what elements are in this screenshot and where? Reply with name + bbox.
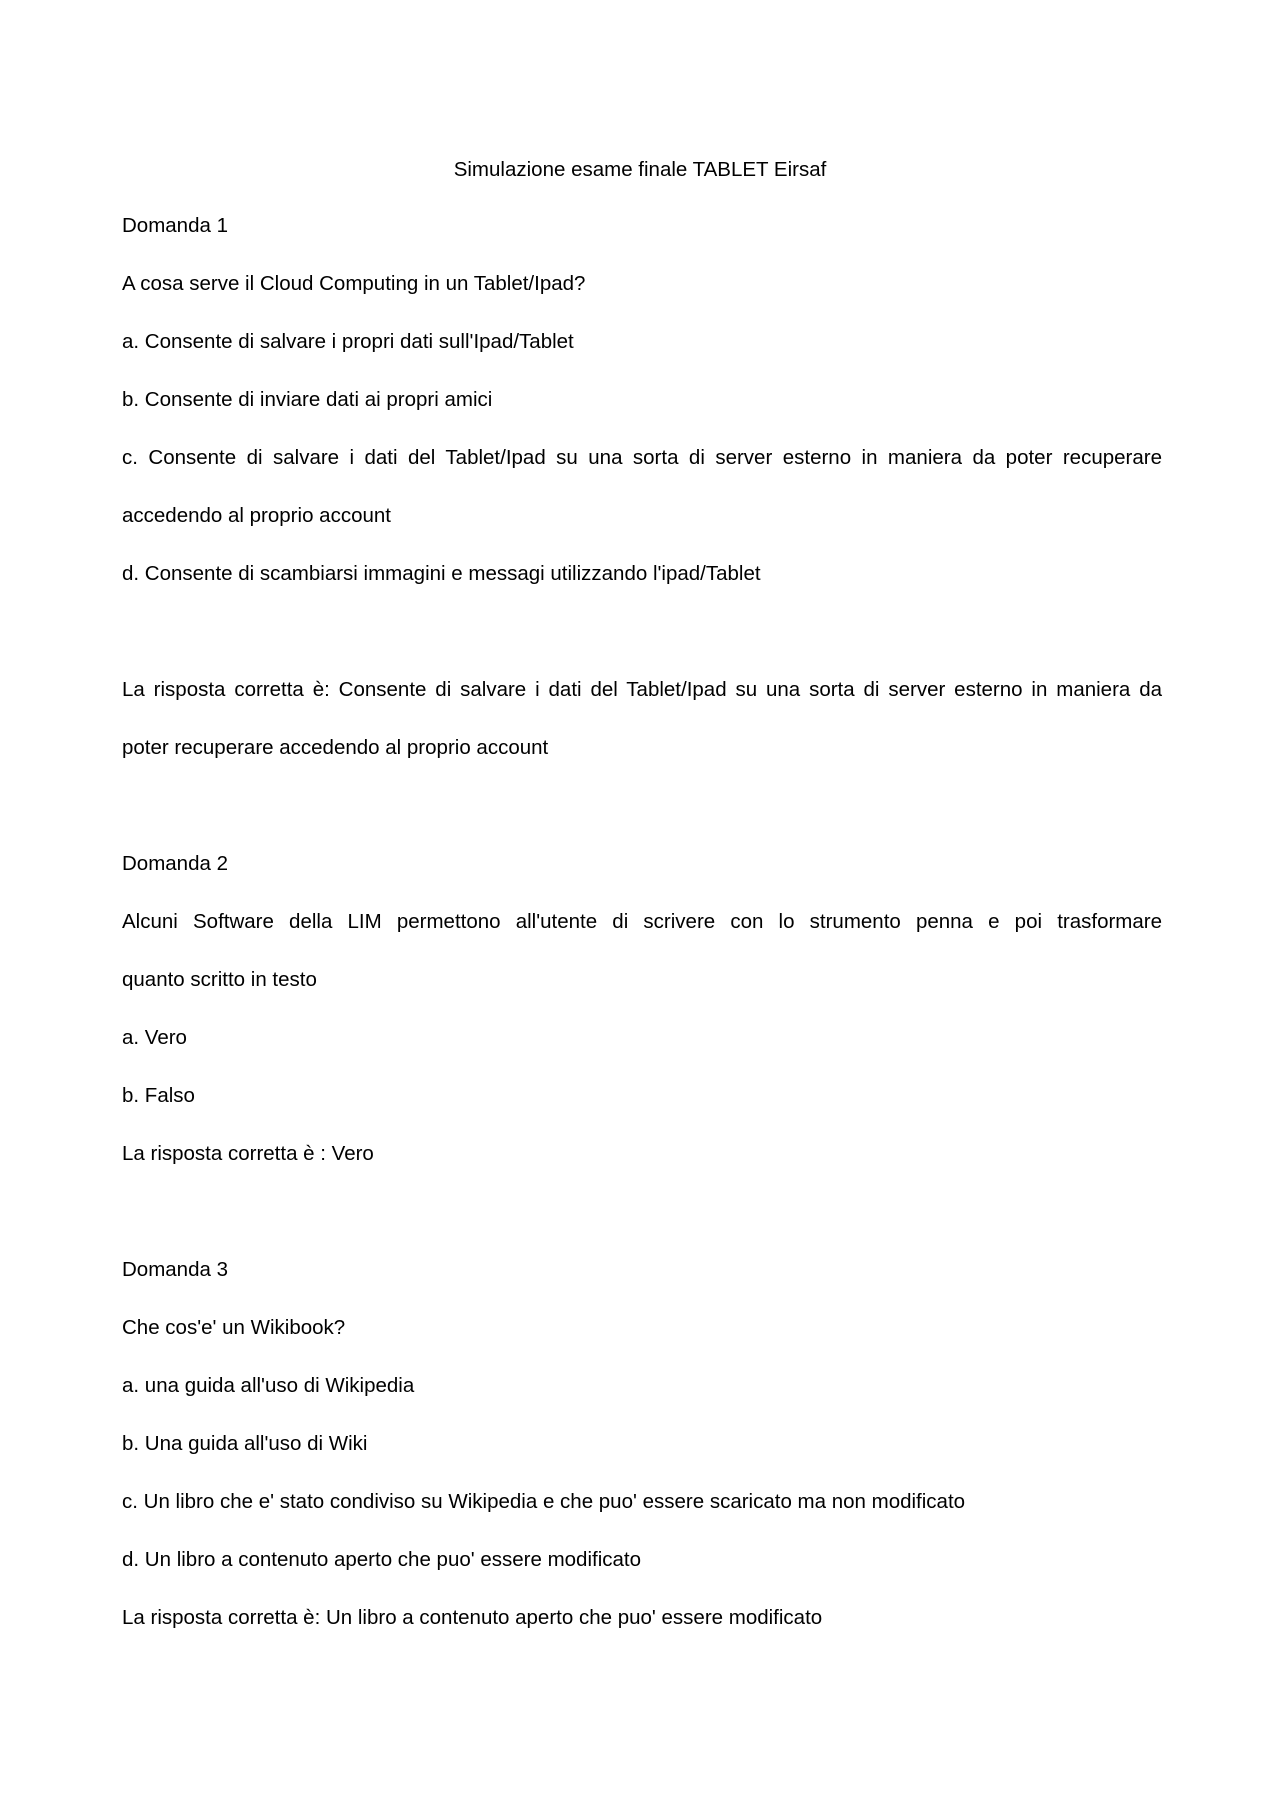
question-3-answer: La risposta corretta è: Un libro a contenuto aperto che puo' essere modificato bbox=[122, 1606, 823, 1629]
question-2-option-b: b. Falso bbox=[122, 1084, 195, 1107]
question-1-answer-line1: La risposta corretta è: Consente di salvare i dati del Tablet/Ipad su una sorta di server esterno in maniera da bbox=[122, 678, 1162, 701]
question-3-option-b: b. Una guida all'uso di Wiki bbox=[122, 1432, 368, 1455]
document-title: Simulazione esame finale TABLET Eirsaf bbox=[453, 158, 827, 181]
question-1-option-a: a. Consente di salvare i propri dati sull'Ipad/Tablet bbox=[122, 330, 574, 353]
question-2-answer: La risposta corretta è : Vero bbox=[122, 1142, 374, 1165]
question-1-option-d: d. Consente di scambiarsi immagini e messagi utilizzando l'ipad/Tablet bbox=[122, 562, 761, 585]
question-1-text: A cosa serve il Cloud Computing in un Tablet/Ipad? bbox=[122, 272, 586, 295]
question-2-text-line2: quanto scritto in testo bbox=[122, 968, 317, 991]
question-3-option-c: c. Un libro che e' stato condiviso su Wikipedia e che puo' essere scaricato ma non modificato bbox=[122, 1490, 966, 1513]
question-1-option-c-line2: accedendo al proprio account bbox=[122, 504, 391, 527]
question-3-heading: Domanda 3 bbox=[122, 1258, 228, 1281]
question-3-option-a: a. una guida all'uso di Wikipedia bbox=[122, 1374, 415, 1397]
question-1-option-c-line1: c. Consente di salvare i dati del Tablet/Ipad su una sorta di server esterno in maniera da poter recuperare bbox=[122, 446, 1162, 469]
question-3-option-d: d. Un libro a contenuto aperto che puo' essere modificato bbox=[122, 1548, 642, 1571]
question-1-heading: Domanda 1 bbox=[122, 214, 228, 237]
question-2-heading: Domanda 2 bbox=[122, 852, 228, 875]
question-2-text-line1: Alcuni Software della LIM permettono all'utente di scrivere con lo strumento penna e poi trasformare bbox=[122, 910, 1162, 933]
question-1-option-b: b. Consente di inviare dati ai propri amici bbox=[122, 388, 493, 411]
question-2-option-a: a. Vero bbox=[122, 1026, 187, 1049]
question-1-answer-line2: poter recuperare accedendo al proprio account bbox=[122, 736, 549, 759]
question-3-text: Che cos'e' un Wikibook? bbox=[122, 1316, 346, 1339]
